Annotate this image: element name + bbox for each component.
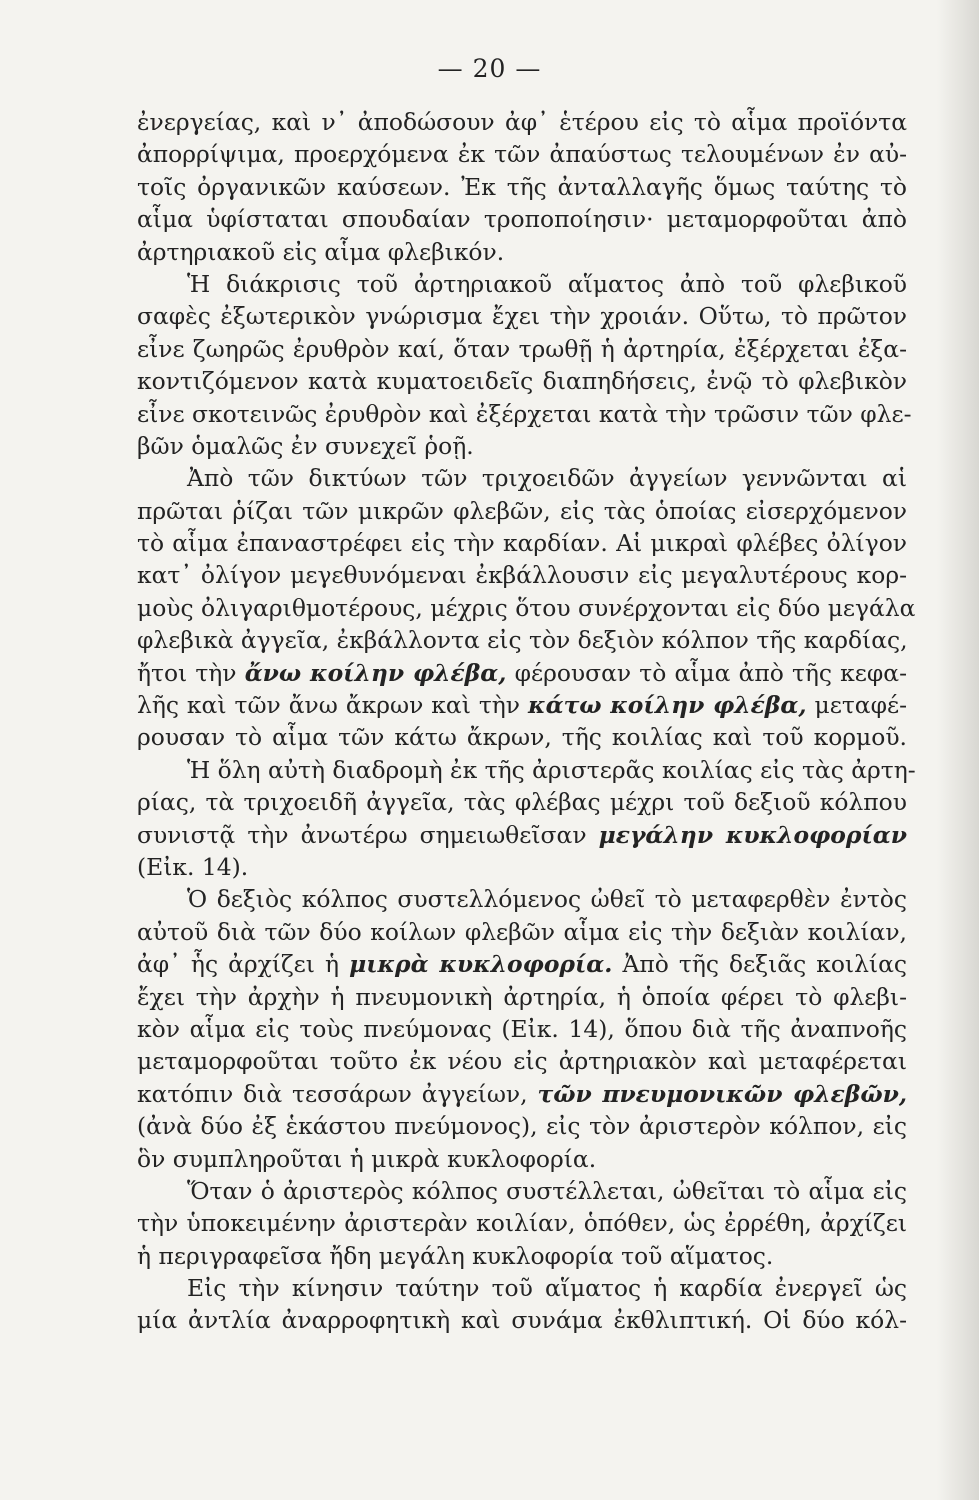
text-line: (ἀνὰ δύο ἐξ ἑκάστου πνεύμονος), εἰς τὸν ἀριστερὸν κόλπον, εἰς bbox=[137, 1112, 907, 1141]
text-line: ὃν συμπληροῦται ἡ μικρὰ κυκλοφορία. bbox=[137, 1144, 597, 1173]
text-line: πρῶται ῥίζαι τῶν μικρῶν φλεβῶν, εἰς τὰς ὁποίας εἰσερχόμενον bbox=[137, 496, 907, 525]
text-line: ἡ περιγραφεῖσα ἤδη μεγάλη κυκλοφορία τοῦ αἵματος. bbox=[137, 1241, 774, 1270]
text-line bbox=[137, 948, 907, 980]
emphasized-term: μεγάλην κυκλοφορίαν bbox=[598, 820, 907, 849]
text-segment: συνιστᾷ τὴν ἀνωτέρω σημειωθεῖσαν bbox=[137, 820, 599, 849]
text-segment: φέρουσαν τὸ αἷμα ἀπὸ τῆς κεφα- bbox=[506, 658, 907, 687]
page-edge-shadow bbox=[937, 0, 979, 1500]
text-line bbox=[137, 819, 907, 851]
text-line: Ἡ διάκρισις τοῦ ἀρτηριακοῦ αἵματος ἀπὸ τοῦ φλεβικοῦ bbox=[187, 269, 907, 298]
text-segment: ἤτοι τὴν bbox=[137, 658, 245, 687]
text-segment: Ἀπὸ τῆς δεξιᾶς κοιλίας bbox=[612, 950, 907, 979]
text-segment: κατόπιν διὰ τεσσάρων ἀγγείων, bbox=[137, 1079, 538, 1108]
text-segment: λῆς καὶ τῶν ἄνω ἄκρων καὶ τὴν bbox=[137, 691, 529, 720]
text-line: τὴν ὑποκειμένην ἀριστερὰν κοιλίαν, ὁπόθεν, ὡς ἐρρέθη, ἀρχίζει bbox=[137, 1209, 907, 1238]
text-line: μεταμορφοῦται τοῦτο ἐκ νέου εἰς ἀρτηριακὸν καὶ μεταφέρεται bbox=[137, 1047, 907, 1076]
text-line: εἶνε ζωηρῶς ἐρυθρὸν καί, ὅταν τρωθῇ ἡ ἀρτηρία, ἐξέρχεται ἐξα- bbox=[137, 334, 907, 363]
text-line: Εἰς τὴν κίνησιν ταύτην τοῦ αἵματος ἡ καρδία ἐνεργεῖ ὡς bbox=[187, 1274, 907, 1303]
text-line: Ὅταν ὁ ἀριστερὸς κόλπος συστέλλεται, ὠθεῖται τὸ αἷμα εἰς bbox=[187, 1176, 907, 1205]
text-line: εἶνε σκοτεινῶς ἐρυθρὸν καὶ ἐξέρχεται κατὰ τὴν τρῶσιν τῶν φλε- bbox=[137, 399, 912, 428]
text-line: σαφὲς ἐξωτερικὸν γνώρισμα ἔχει τὴν χροιάν. Οὕτω, τὸ πρῶτον bbox=[137, 302, 907, 331]
text-line: μοὺς ὀλιγαριθμοτέρους, μέχρις ὅτου συνέρχονται εἰς δύο μεγάλα bbox=[137, 593, 916, 622]
text-line: ρίας, τὰ τριχοειδῆ ἀγγεῖα, τὰς φλέβας μέχρι τοῦ δεξιοῦ κόλπου bbox=[137, 788, 907, 817]
text-segment: ἀφ᾽ ἧς ἀρχίζει ἡ bbox=[137, 950, 350, 979]
text-line: ἀρτηριακοῦ εἰς αἷμα φλεβικόν. bbox=[137, 237, 505, 266]
text-line: Ὁ δεξιὸς κόλπος συστελλόμενος ὠθεῖ τὸ μεταφερθὲν ἐντὸς bbox=[187, 885, 907, 914]
text-line: ρουσαν τὸ αἷμα τῶν κάτω ἄκρων, τῆς κοιλίας καὶ τοῦ κορμοῦ. bbox=[137, 723, 907, 752]
text-line: κατ᾽ ὀλίγον μεγεθυνόμεναι ἐκβάλλουσιν εἰς μεγαλυτέρους κορ- bbox=[137, 561, 907, 590]
body-text bbox=[137, 106, 916, 1337]
text-line bbox=[137, 657, 907, 689]
text-line bbox=[137, 1078, 907, 1110]
text-line: τὸ αἷμα ἐπαναστρέφει εἰς τὴν καρδίαν. Αἱ μικραὶ φλέβες ὀλίγον bbox=[137, 529, 907, 558]
text-line: ἀπορρίψιμα, προερχόμενα ἐκ τῶν ἀπαύστως τελουμένων ἐν αὐ- bbox=[137, 140, 907, 169]
emphasized-term: τῶν πνευμονικῶν φλεβῶν, bbox=[537, 1079, 907, 1108]
text-segment: μεταφέ- bbox=[806, 691, 907, 720]
text-line: φλεβικὰ ἀγγεῖα, ἐκβάλλοντα εἰς τὸν δεξιὸν κόλπον τῆς καρδίας, bbox=[137, 626, 908, 655]
page-number: — 20 — bbox=[437, 54, 542, 83]
text-line: αἷμα ὑφίσταται σπουδαίαν τροποποίησιν· μεταμορφοῦται ἀπὸ bbox=[137, 205, 907, 234]
text-line: βῶν ὁμαλῶς ἐν συνεχεῖ ῥοῇ. bbox=[137, 431, 474, 460]
text-line bbox=[137, 689, 907, 721]
text-line: κοντιζόμενον κατὰ κυματοειδεῖς διαπηδήσεις, ἐνῷ τὸ φλεβικὸν bbox=[137, 367, 907, 396]
text-line: ἐνεργείας, καὶ ν᾽ ἀποδώσουν ἀφ᾽ ἑτέρου εἰς τὸ αἷμα προϊόντα bbox=[137, 108, 907, 136]
emphasized-term: μικρὰ κυκλοφορία. bbox=[349, 950, 613, 979]
text-line: κὸν αἷμα εἰς τοὺς πνεύμονας (Εἰκ. 14), ὅπου διὰ τῆς ἀναπνοῆς bbox=[137, 1014, 907, 1043]
emphasized-term: κάτω κοίλην φλέβα, bbox=[528, 691, 807, 720]
text-line: μία ἀντλία ἀναρροφητικὴ καὶ συνάμα ἐκθλιπτική. Οἱ δύο κόλ- bbox=[137, 1306, 907, 1335]
text-line: (Εἰκ. 14). bbox=[137, 852, 249, 881]
text-line: τοῖς ὀργανικῶν καύσεων. Ἐκ τῆς ἀνταλλαγῆς ὅμως ταύτης τὸ bbox=[137, 172, 907, 201]
emphasized-term: ἄνω κοίλην φλέβα, bbox=[244, 658, 507, 687]
text-line: ἔχει τὴν ἀρχὴν ἡ πνευμονικὴ ἀρτηρία, ἡ ὁποία φέρει τὸ φλεβι- bbox=[137, 982, 907, 1011]
text-line: αὐτοῦ διὰ τῶν δύο κοίλων φλεβῶν αἷμα εἰς τὴν δεξιὰν κοιλίαν, bbox=[137, 917, 907, 946]
text-line: Ἡ ὅλη αὐτὴ διαδρομὴ ἐκ τῆς ἀριστερᾶς κοιλίας εἰς τὰς ἀρτη- bbox=[187, 755, 916, 784]
text-line: Ἀπὸ τῶν δικτύων τῶν τριχοειδῶν ἀγγείων γεννῶνται αἱ bbox=[187, 464, 907, 493]
